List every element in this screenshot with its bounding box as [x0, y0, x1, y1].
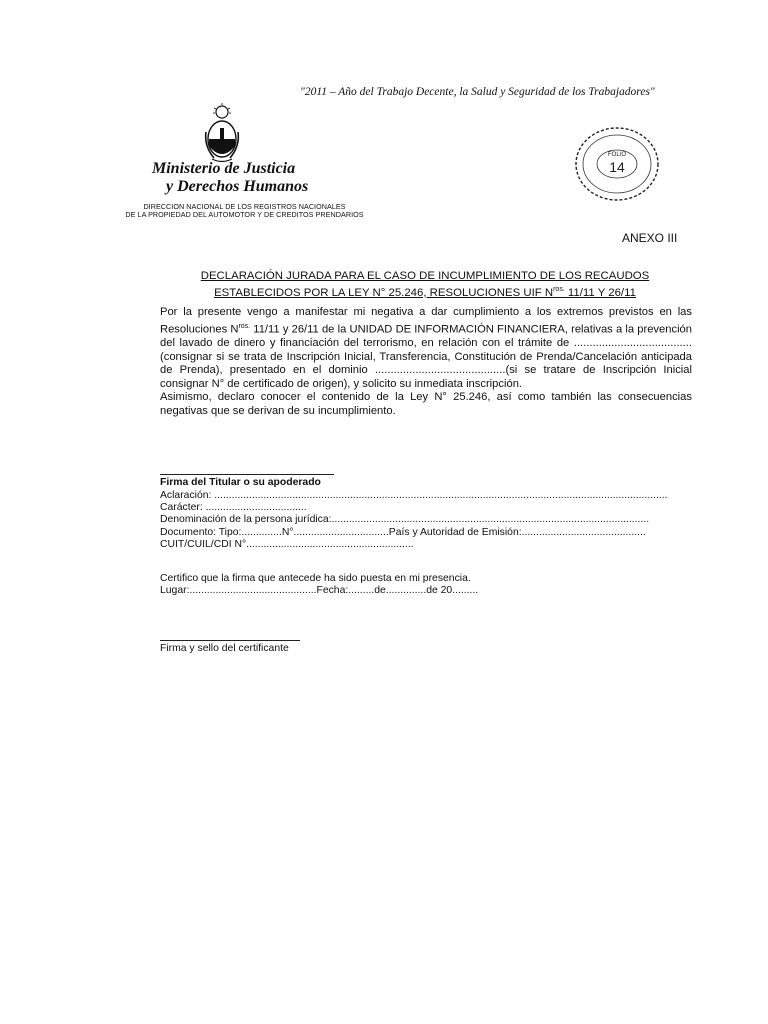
coat-of-arms-icon	[202, 102, 242, 164]
certification-block	[160, 573, 478, 598]
title-line2-b: 11/11 Y 26/11	[564, 286, 636, 299]
direccion-label	[122, 203, 367, 220]
certification-statement: Certifico que la firma que antecede ha sido puesta en mi presencia.	[160, 573, 471, 584]
paragraph-1-a: Por la presente vengo a manifestar mi negativa a dar cumplimiento a los extremos previstos en las Resoluciones N	[160, 306, 692, 336]
anexo-label: ANEXO III	[622, 231, 678, 245]
title-line1: DECLARACIÓN JURADA PARA EL CASO DE INCUMPLIMIENTO DE LOS RECAUDOS	[200, 270, 650, 282]
paragraph-1-sup: ros.	[238, 322, 251, 330]
aclaracion-field: Aclaración: .............................................................................................................................................................	[160, 490, 668, 501]
document-title	[160, 270, 690, 300]
direccion-line1: DIRECCION NACIONAL DE LOS REGISTROS NACIONALES	[143, 202, 346, 211]
cuit-field: CUIT/CUIL/CDI N°..........................................................	[160, 538, 414, 550]
seal-number: 14	[609, 159, 625, 175]
paragraph-1	[160, 306, 692, 391]
denominacion-field: Denominación de la persona jurídica:..............................................................................................................	[160, 514, 650, 526]
title-line2-a: ESTABLECIDOS POR LA LEY N° 25.246, RESOLUCIONES UIF N	[214, 286, 554, 299]
titular-signature-label: Firma del Titular o su apoderado	[160, 477, 321, 488]
paragraph-1-b: 11/11 y 26/11 de la UNIDAD DE INFORMACIÓN FINANCIERA, relativas a la prevención del lavado de dinero y financiación del terrorismo, en relación con el trámite de ......................................(consignar si se trata de Inscripción Inicial, Transferencia, Constitución de Prenda/Cancelación anticipada de Prenda), presentado en el dominio ..........................................(si se tratare de Inscripción Inicial consignar N° de certificado de origen), y solicito su inmediata inscripción.	[160, 323, 692, 390]
direccion-line2: DE LA PROPIEDAD DEL AUTOMOTOR Y DE CREDITOS PRENDARIOS	[125, 210, 364, 220]
paragraph-2: Asimismo, declaro conocer el contenido de la Ley N° 25.246, así como también las consecuencias negativas que se derivan de su incumplimiento.	[160, 391, 692, 417]
titular-fields	[160, 490, 700, 551]
caracter-field: Carácter: ...................................	[160, 502, 307, 514]
titular-signature-line	[160, 474, 334, 475]
title-line2-sup: ros.	[553, 286, 565, 293]
certificante-signature-label: Firma y sello del certificante	[160, 643, 289, 654]
ministry-line1: Ministerio de Justicia	[152, 160, 296, 177]
certificante-signature-line	[160, 640, 300, 641]
declaration-body	[160, 306, 692, 418]
seal-label: FOLIO	[607, 152, 627, 158]
header-motto: "2011 – Año del Trabajo Decente, la Salud y Seguridad de los Trabajadores"	[300, 86, 655, 98]
folio-stamp	[572, 124, 662, 204]
ministry-line2: y Derechos Humanos	[166, 178, 309, 195]
ministry-logotype	[152, 160, 308, 196]
lugar-fecha-field: Lugar:............................................Fecha:.........de..............de 20.........	[160, 585, 479, 597]
documento-field: Documento: Tipo:..............N°.................................País y Autoridad de Emisión:...........................................	[160, 526, 646, 538]
